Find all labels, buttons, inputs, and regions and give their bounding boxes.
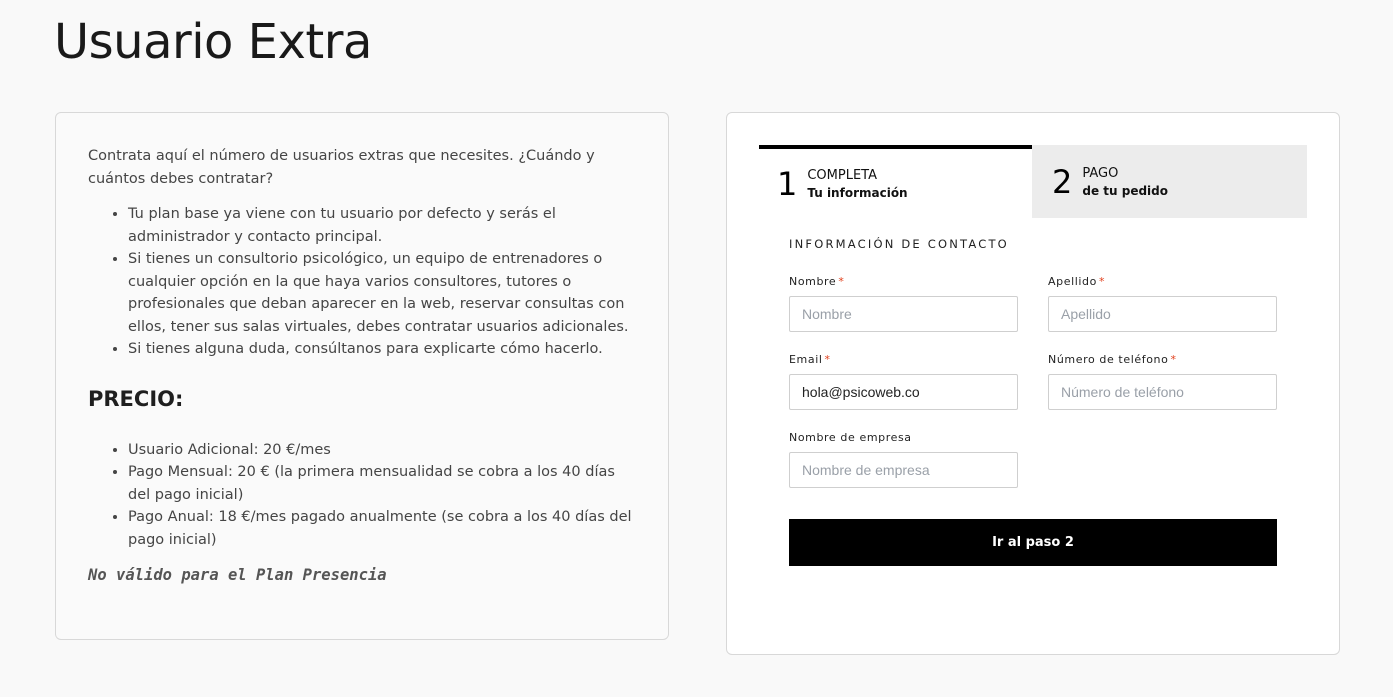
email-field[interactable] (789, 374, 1018, 410)
step-indicator (759, 145, 1307, 218)
list-item: • Tu plan base ya viene con tu usuario por defecto y serás el administrador y contacto principal. (128, 203, 636, 248)
step-subtitle: Tu información (807, 185, 908, 200)
step-subtitle: de tu pedido (1082, 183, 1168, 198)
required-mark: * (824, 353, 831, 366)
nombre-label: Nombre * (789, 275, 845, 288)
bullet-list (128, 203, 636, 361)
step-number: 1 (777, 164, 798, 203)
apellido-label: Apellido * (1048, 275, 1106, 288)
list-item: • Pago Anual: 18 €/mes pagado anualmente (se cobra a los 40 días del pago inicial) (128, 506, 636, 551)
required-mark: * (1170, 353, 1177, 366)
list-item: • Si tienes un consultorio psicológico, un equipo de entrenadores o cualquier opción en la que haya varios consultores, tutores o profesionales que deban aparecer en la web, reservar consultas con ellos, tener sus salas virtuales, debes contratar usuarios adicionales. (128, 248, 636, 338)
list-item: • Usuario Adicional: 20 €/mes (128, 439, 636, 462)
list-item: • Si tienes alguna duda, consúltanos para explicarte cómo hacerlo. (128, 338, 636, 361)
telefono-label: Número de teléfono * (1048, 353, 1177, 366)
required-mark: * (838, 275, 845, 288)
empresa-label: Nombre de empresa (789, 431, 912, 444)
list-item: • Pago Mensual: 20 € (la primera mensualidad se cobra a los 40 días del pago inicial) (128, 461, 636, 506)
step-number: 2 (1052, 162, 1073, 201)
step-2-tab[interactable] (1032, 145, 1307, 218)
apellido-input[interactable] (1048, 296, 1277, 332)
email-label: Email * (789, 353, 831, 366)
step-label: PAGO (1082, 165, 1119, 181)
step-label: COMPLETA (807, 167, 878, 183)
plan-note: No válido para el Plan Presencia (88, 566, 387, 584)
required-mark: * (1098, 275, 1106, 288)
price-list (128, 439, 636, 552)
price-heading: PRECIO: (88, 386, 184, 411)
step-1-tab[interactable] (759, 145, 1032, 218)
nombre-input[interactable] (789, 296, 1018, 332)
next-step-button[interactable]: Ir al paso 2 (789, 519, 1277, 566)
contact-section-title: INFORMACIÓN DE CONTACTO (789, 237, 1009, 251)
checkout-form-panel (726, 112, 1340, 655)
intro-text: Contrata aquí el número de usuarios extras que necesites. ¿Cuándo y cuántos debes contratar? (88, 148, 595, 187)
page-title: Usuario Extra (54, 14, 372, 70)
empresa-input[interactable] (789, 452, 1018, 488)
info-panel (55, 112, 669, 640)
telefono-input[interactable] (1048, 374, 1277, 410)
